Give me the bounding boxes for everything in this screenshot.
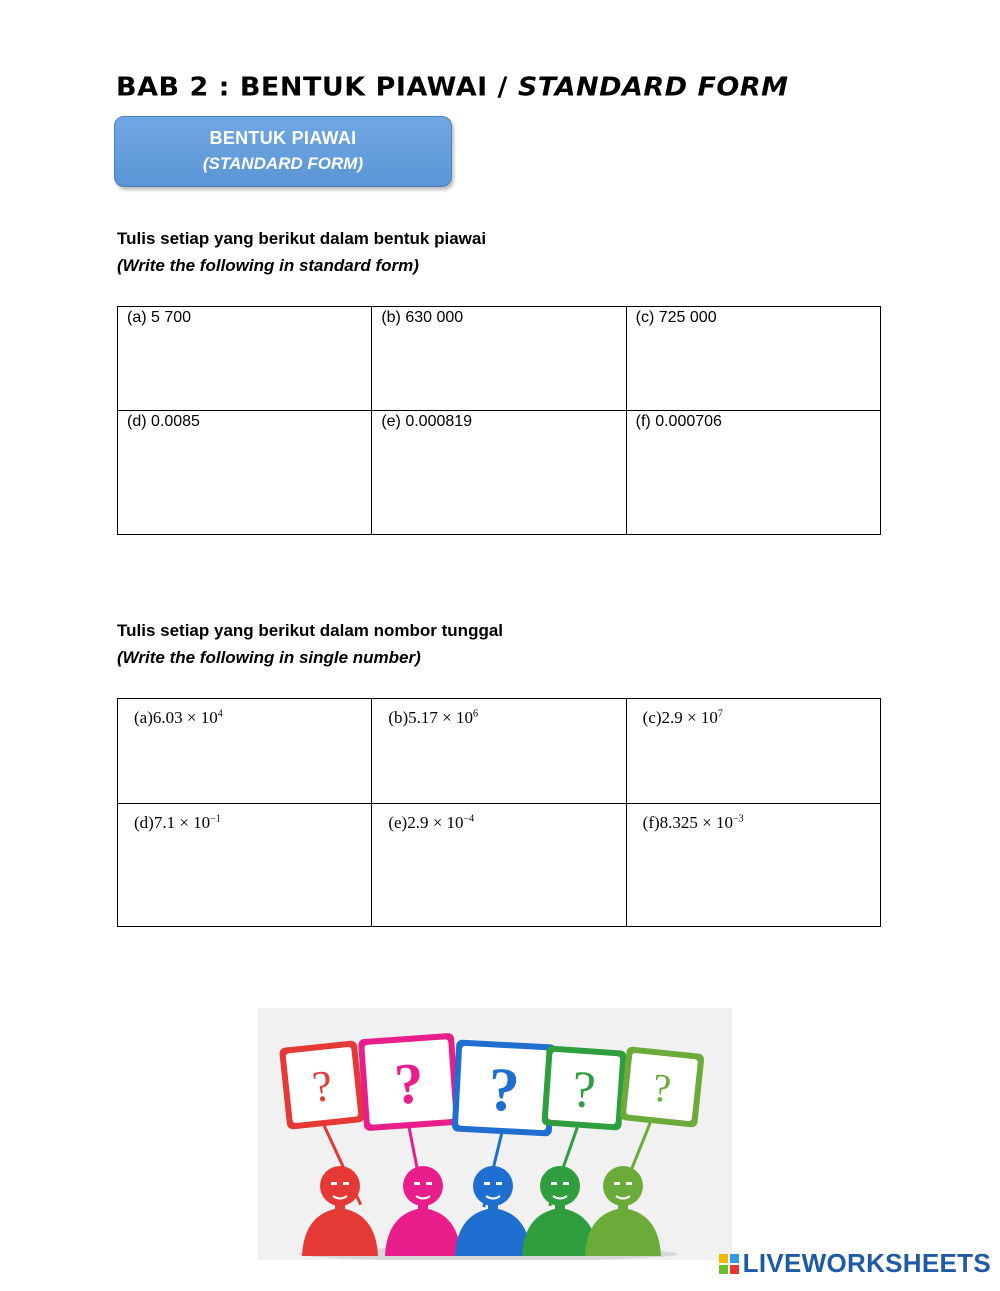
person-neck <box>488 1202 498 1212</box>
mantissa: 2.9 × 10 <box>661 708 718 727</box>
chapter-title-italic: STANDARD FORM <box>517 72 789 103</box>
topic-box <box>114 116 452 187</box>
question-mark-icon: ? <box>309 1060 335 1112</box>
person-eye <box>331 1182 337 1185</box>
person-head <box>403 1166 443 1206</box>
person-head <box>473 1166 513 1206</box>
person-eye <box>614 1182 620 1185</box>
answer-cell[interactable] <box>118 804 372 927</box>
exponent: 6 <box>473 708 478 720</box>
question-label: (a) 5 700 <box>127 309 192 326</box>
person-eye <box>426 1182 432 1185</box>
exponent: −3 <box>732 813 744 825</box>
question-label: (e) <box>388 813 408 832</box>
person-head <box>540 1166 580 1206</box>
question-expression <box>627 699 880 728</box>
person-head <box>320 1166 360 1206</box>
single-number-table <box>117 698 881 927</box>
answer-cell[interactable] <box>372 307 626 411</box>
section2-instruction <box>117 621 503 668</box>
answer-cell[interactable] <box>118 411 372 535</box>
question-expression <box>372 804 625 833</box>
question-expression <box>627 804 880 833</box>
section1-instruction-ms: Tulis setiap yang berikut dalam bentuk piawai <box>117 229 487 248</box>
mantissa: 5.17 × 10 <box>408 708 473 727</box>
question-label: (f) 0.000706 <box>635 413 722 430</box>
mantissa: 8.325 × 10 <box>659 813 733 832</box>
exponent: 4 <box>217 708 223 720</box>
person-eye <box>484 1182 490 1185</box>
exponent: −4 <box>463 813 475 825</box>
standard-form-table <box>117 306 881 535</box>
question-label: (b) <box>388 708 409 727</box>
answer-cell[interactable] <box>372 699 626 804</box>
question-label: (a) <box>134 708 153 727</box>
person-eye <box>563 1182 569 1185</box>
section2-instruction-ms: Tulis setiap yang berikut dalam nombor tunggal <box>117 621 504 640</box>
person-head <box>603 1166 643 1206</box>
answer-cell[interactable] <box>372 804 626 927</box>
mantissa: 6.03 × 10 <box>152 708 218 727</box>
person-neck <box>555 1202 565 1212</box>
question-expression <box>118 699 371 728</box>
liveworksheets-logo[interactable] <box>719 1248 991 1279</box>
question-mark-icon: ? <box>650 1064 674 1112</box>
section2-instruction-en: (Write the following in single number) <box>117 648 421 667</box>
answer-cell[interactable] <box>626 307 880 411</box>
question-label: (d) 0.0085 <box>127 413 200 430</box>
topic-box-line2: (STANDARD FORM) <box>202 154 364 173</box>
chapter-title-main: BAB 2 : BENTUK PIAWAI / <box>116 72 518 103</box>
question-mark-icon: ? <box>486 1055 522 1126</box>
logo-text: LIVEWORKSHEETS <box>742 1248 991 1278</box>
person-eye <box>626 1182 632 1185</box>
answer-cell[interactable] <box>626 411 880 535</box>
section1-instruction-en: (Write the following in standard form) <box>117 256 419 275</box>
question-label: (b) 630 000 <box>381 309 464 326</box>
person-neck <box>418 1202 428 1212</box>
question-label: (f) <box>642 813 660 832</box>
logo-mark-icon <box>719 1254 739 1274</box>
topic-box-line1: BENTUK PIAWAI <box>209 128 357 148</box>
question-label: (c) <box>642 708 662 727</box>
exponent: −1 <box>210 813 221 825</box>
answer-cell[interactable] <box>372 411 626 535</box>
mantissa: 7.1 × 10 <box>153 813 211 832</box>
person-eye <box>343 1182 349 1185</box>
question-label: (e) 0.000819 <box>381 413 473 430</box>
person-eye <box>496 1182 502 1185</box>
person-neck <box>335 1202 345 1212</box>
section1-instruction <box>117 229 486 276</box>
answer-cell[interactable] <box>626 804 880 927</box>
question-mark-icon: ? <box>392 1049 426 1117</box>
chapter-title <box>116 73 789 102</box>
question-expression <box>372 699 625 728</box>
answer-cell[interactable] <box>118 307 372 411</box>
exponent: 7 <box>717 708 723 720</box>
question-mark-icon: ? <box>570 1060 598 1120</box>
answer-cell[interactable] <box>118 699 372 804</box>
answer-cell[interactable] <box>626 699 880 804</box>
question-people-illustration <box>258 1008 732 1260</box>
question-expression <box>118 804 371 833</box>
person-eye <box>414 1182 420 1185</box>
question-label: (d) <box>134 813 154 832</box>
person-eye <box>551 1182 557 1185</box>
mantissa: 2.9 × 10 <box>407 813 464 832</box>
person-neck <box>618 1202 628 1212</box>
question-label: (c) 725 000 <box>635 309 717 326</box>
